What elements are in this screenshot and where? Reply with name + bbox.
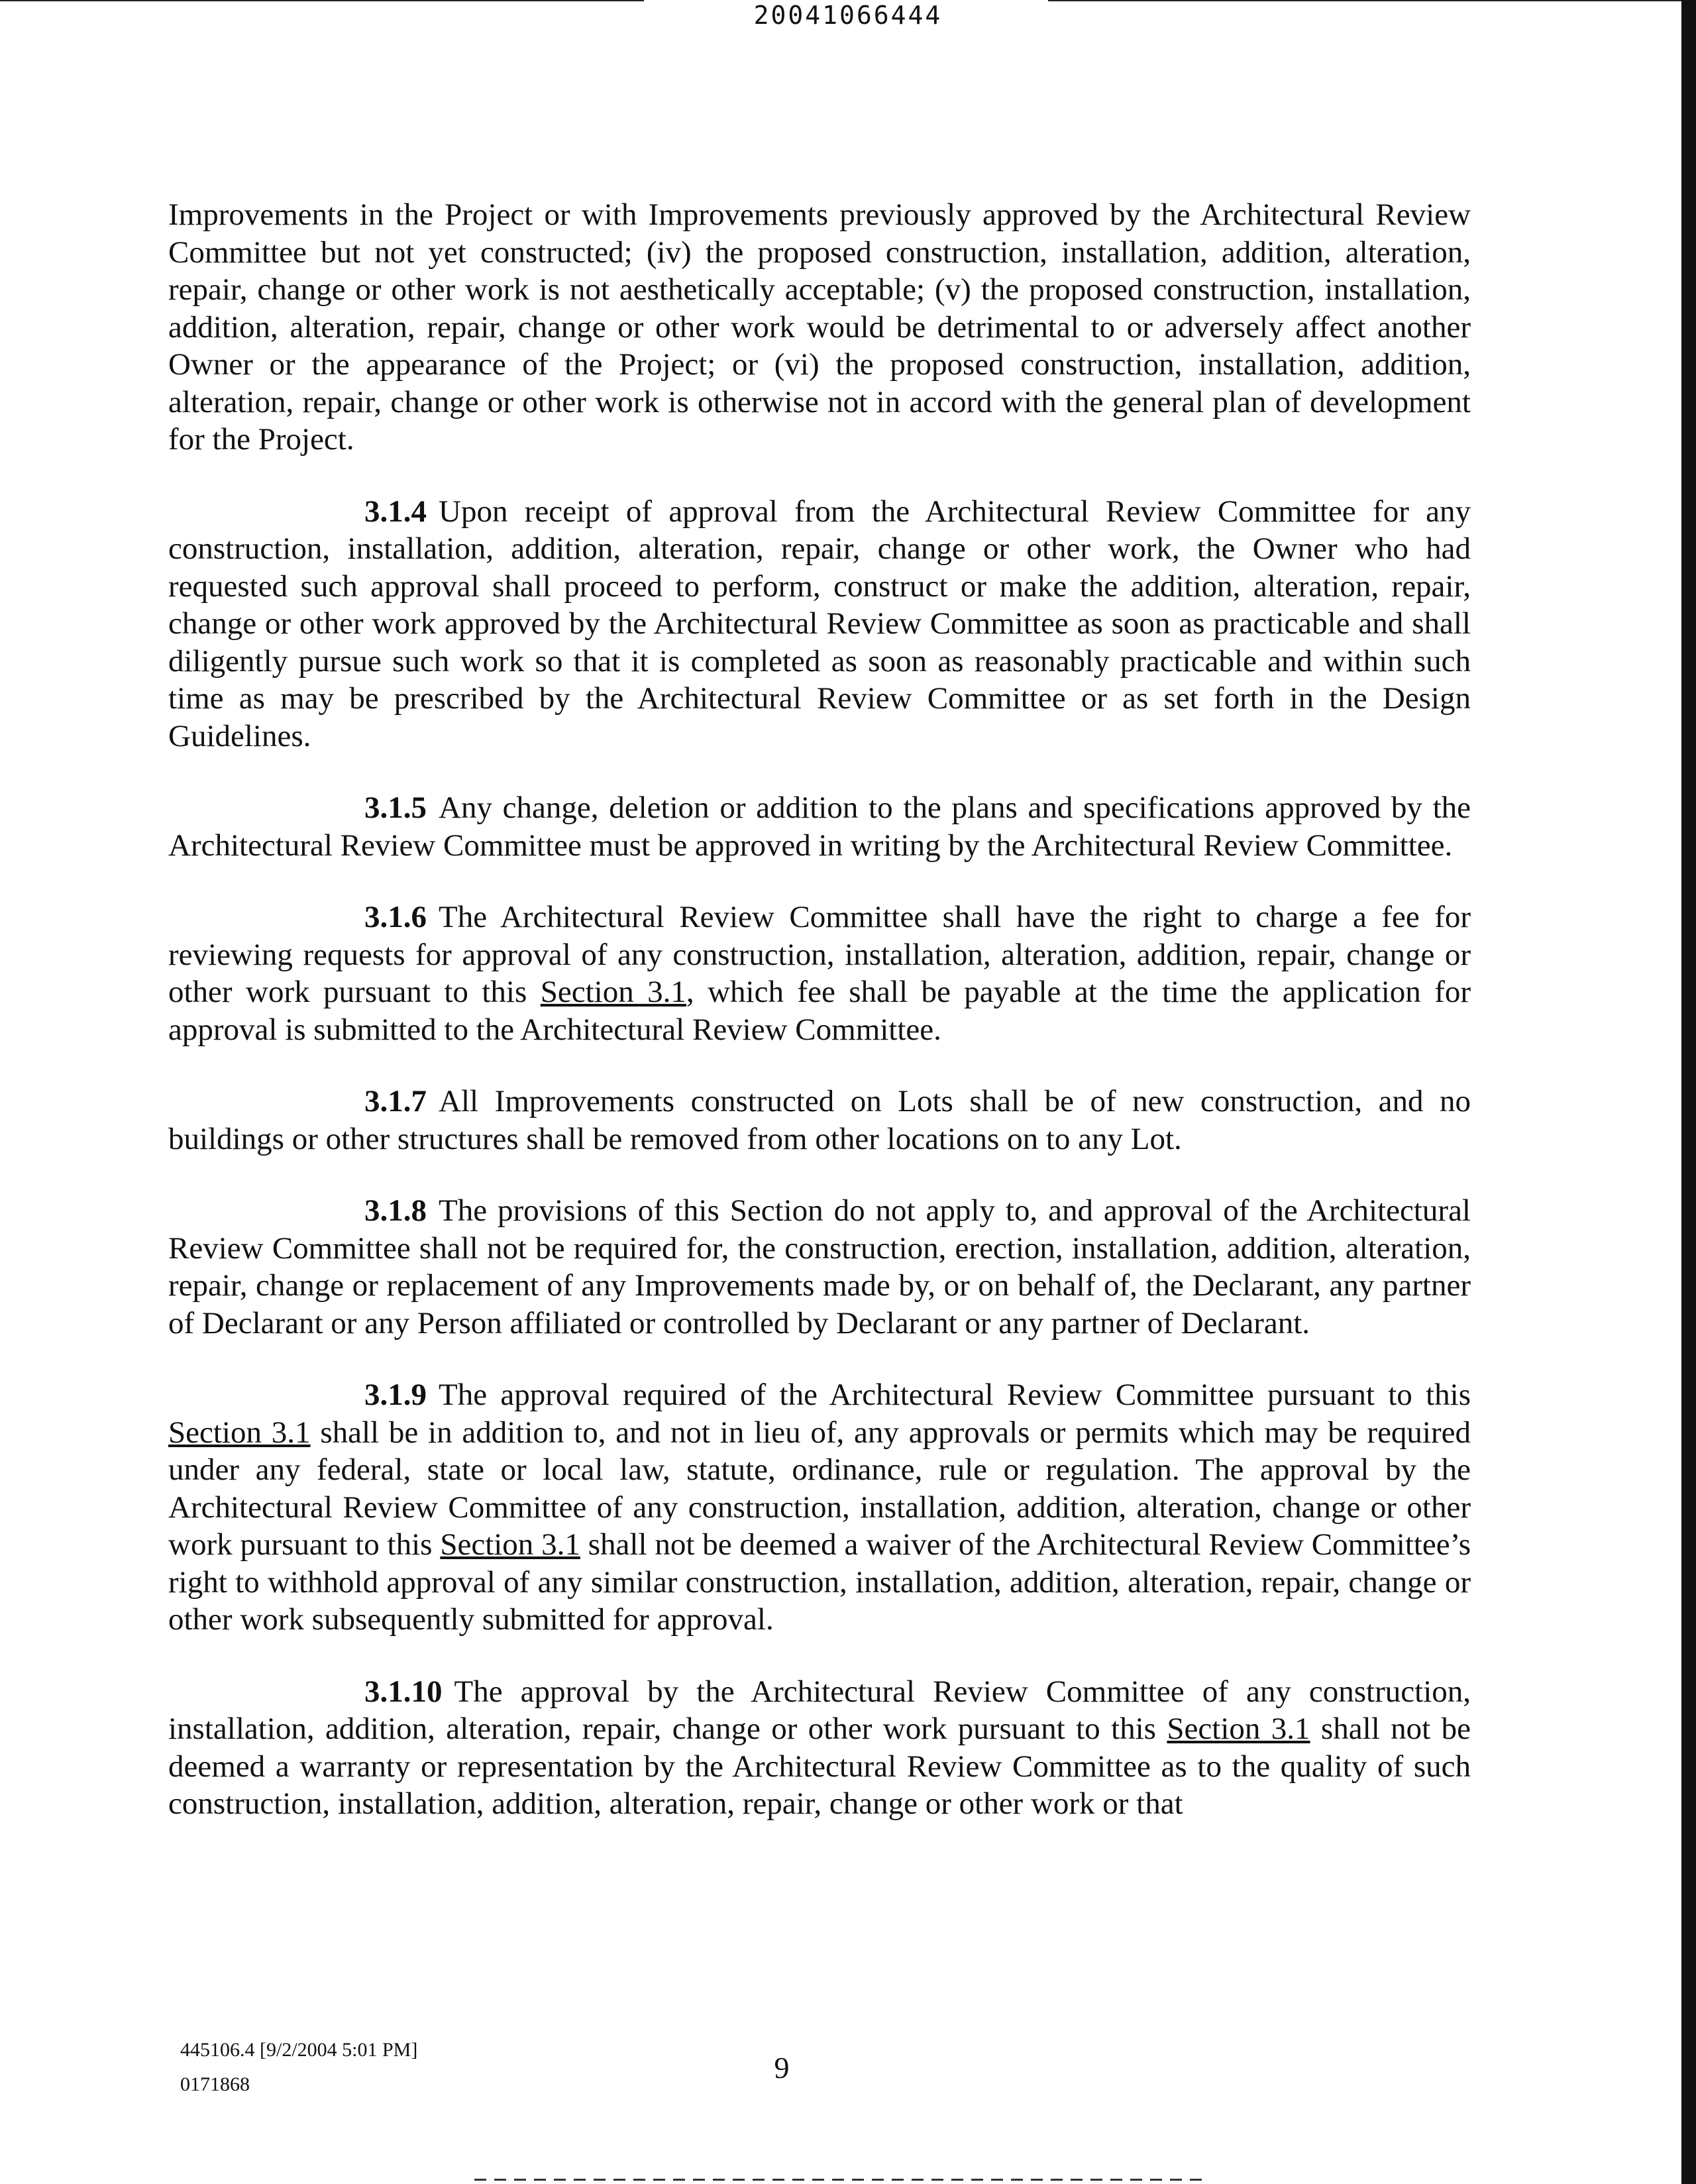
scan-edge-bottom — [474, 2179, 1203, 2181]
paragraph-3-1-5 — [168, 789, 1471, 864]
paragraph-text: , which fee shall be payable at the time the application for approval is submitted to the Architectural Review Committee. — [168, 975, 1471, 1047]
section-reference: Section 3.1 — [440, 1527, 580, 1562]
section-reference: Section 3.1 — [540, 975, 686, 1009]
scan-edge-right — [1681, 0, 1696, 2184]
paragraph-text: The approval required of the Architectural Review Committee pursuant to this — [439, 1378, 1471, 1412]
paragraph-text: All Improvements constructed on Lots shall be of new construction, and no buildings or other structures shall be removed from other locations on to any Lot. — [168, 1084, 1471, 1156]
section-number: 3.1.8 — [364, 1193, 427, 1228]
paragraph-3-1-7 — [168, 1083, 1471, 1158]
paragraph-text: The provisions of this Section do not apply to, and approval of the Architectural Review Committee shall not be required for, the construction, erection, installation, addition, alteration, repair, change or replacement of any Improvements made by, or on behalf of, the Declarant, any partner of Declarant or any Person affiliated or controlled by Declarant or any partner of Declarant. — [168, 1193, 1471, 1340]
paragraph-3-1-6 — [168, 899, 1471, 1048]
paragraph-text: shall not be deemed a waiver of the Architectural Review Committee’s right to withhold approval of any similar construction, installation, addition, alteration, repair, change or other work subsequently submitted for approval. — [168, 1527, 1471, 1637]
section-number: 3.1.4 — [364, 494, 427, 529]
section-number: 3.1.10 — [364, 1674, 443, 1709]
paragraph-text: shall not be deemed a warranty or representation by the Architectural Review Committee as to the quality of such construction, installation, addition, alteration, repair, change or other work or that — [168, 1712, 1471, 1821]
paragraph-text: The Architectural Review Committee shall have the right to charge a fee for reviewing requests for approval of any construction, installation, alteration, addition, repair, change or other work pursuant to this — [168, 900, 1471, 1009]
paragraph-text: Any change, deletion or addition to the plans and specifications approved by the Architectural Review Committee must be approved in writing by the Architectural Review Committee. — [168, 791, 1471, 863]
footer-version-line: 445106.4 [9/2/2004 5:01 PM] — [180, 2039, 418, 2061]
section-reference: Section 3.1 — [1167, 1712, 1310, 1746]
scan-edge-top-right — [1048, 0, 1696, 1]
page-number: 9 — [774, 2051, 790, 2085]
paragraph-3-1-4 — [168, 493, 1471, 755]
section-number: 3.1.5 — [364, 791, 427, 825]
section-number: 3.1.9 — [364, 1378, 427, 1412]
paragraph-3-1-9 — [168, 1376, 1471, 1639]
section-number: 3.1.6 — [364, 900, 427, 934]
scan-edge-top-left — [0, 0, 644, 1]
paragraph-text: The approval by the Architectural Review Committee of any construction, installation, addition, alteration, repair, change or other work pursuant to this — [168, 1674, 1471, 1746]
paragraph-text: shall be in addition to, and not in lieu of, any approvals or permits which may be required under any federal, state or local law, statute, ordinance, rule or regulation. The approval by the Architectural Review Committee of any construction, installation, addition, alteration, change or other work pursuant to this — [168, 1415, 1471, 1562]
recording-number: 20041066444 — [753, 1, 943, 30]
paragraph-3-1-10 — [168, 1673, 1471, 1823]
document-body — [168, 196, 1471, 1857]
footer-file-number: 0171868 — [180, 2073, 250, 2095]
paragraph-continued: Improvements in the Project or with Improvements previously approved by the Architectural Review Committee but not yet constructed; (iv) the proposed construction, installation, addition, alteration, repair, change or other work is not aesthetically acceptable; (v) the proposed construction, installation, addition, alteration, repair, change or other work would be detrimental to or adversely affect another Owner or the appearance of the Project; or (vi) the proposed construction, installation, addition, alteration, repair, change or other work is otherwise not in accord with the general plan of development for the Project. — [168, 197, 1471, 457]
footer-document-reference — [180, 2033, 417, 2102]
section-number: 3.1.7 — [364, 1084, 427, 1119]
section-reference: Section 3.1 — [168, 1415, 311, 1450]
paragraph-text: Upon receipt of approval from the Architectural Review Committee for any construction, installation, addition, alteration, repair, change or other work, the Owner who had requested such approval shall proceed to perform, construct or make the addition, alteration, repair, change or other work approved by the Architectural Review Committee as soon as practicable and shall diligently pursue such work so that it is completed as soon as reasonably practicable and within such time as may be prescribed by the Architectural Review Committee or as set forth in the Design Guidelines. — [168, 494, 1471, 753]
paragraph-3-1-8 — [168, 1192, 1471, 1342]
